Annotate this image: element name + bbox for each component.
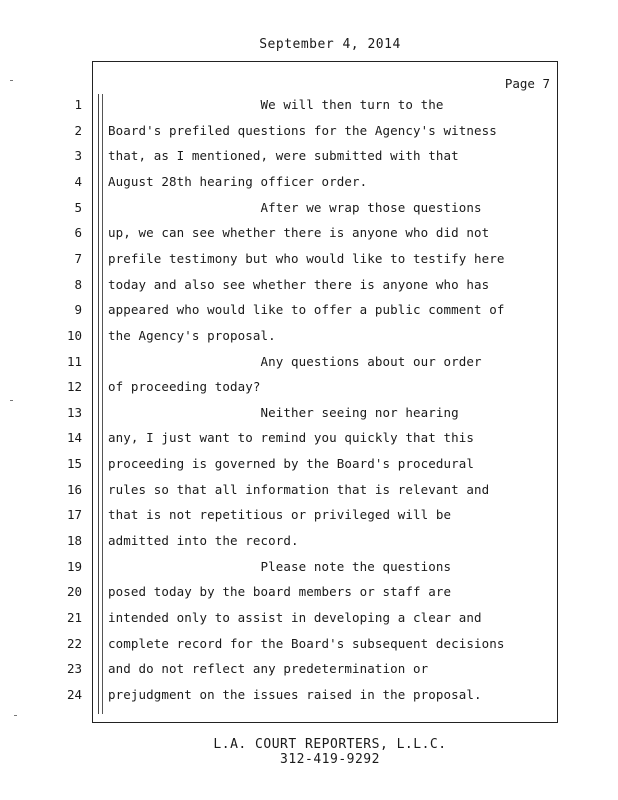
- line-number: 16: [66, 482, 82, 497]
- footer-company: L.A. COURT REPORTERS, L.L.C.: [213, 737, 447, 752]
- transcript-line: posed today by the board members or staff are: [108, 584, 452, 599]
- line-number: 9: [74, 302, 82, 317]
- transcript-line: that is not repetitious or privileged will be: [108, 507, 452, 522]
- line-number: 12: [66, 379, 82, 394]
- line-number: 20: [66, 584, 82, 599]
- line-number: 2: [74, 123, 82, 138]
- line-number: 11: [66, 354, 82, 369]
- transcript-line: any, I just want to remind you quickly that this: [108, 430, 475, 445]
- line-number: 14: [66, 430, 82, 445]
- transcript-line: prejudgment on the issues raised in the proposal.: [108, 687, 482, 702]
- line-number: 22: [66, 636, 82, 651]
- scan-speck: [10, 80, 13, 81]
- footer-phone: 312-419-9292: [280, 752, 380, 767]
- scan-speck: [10, 400, 13, 401]
- margin-rule-inner: [102, 94, 103, 714]
- line-number: 24: [66, 687, 82, 702]
- line-number: 4: [74, 174, 82, 189]
- transcript-line: complete record for the Board's subsequent decisions: [108, 636, 505, 651]
- transcript-line: appeared who would like to offer a public comment of: [108, 302, 505, 317]
- line-number: 23: [66, 661, 82, 676]
- line-number: 10: [66, 328, 82, 343]
- transcript-line: of proceeding today?: [108, 379, 261, 394]
- margin-rule: [98, 94, 99, 714]
- transcript-line: After we wrap those questions: [108, 200, 482, 215]
- line-number: 19: [66, 559, 82, 574]
- transcript-line: proceeding is governed by the Board's procedural: [108, 456, 475, 471]
- page-number-label: Page 7: [504, 76, 550, 91]
- line-number: 21: [66, 610, 82, 625]
- transcript-line: today and also see whether there is anyone who has: [108, 277, 490, 292]
- line-number: 6: [74, 225, 82, 240]
- transcript-line: August 28th hearing officer order.: [108, 174, 368, 189]
- transcript-line: Any questions about our order: [108, 354, 482, 369]
- line-number: 18: [66, 533, 82, 548]
- line-number: 5: [74, 200, 82, 215]
- transcript-line: the Agency's proposal.: [108, 328, 276, 343]
- transcript-line: and do not reflect any predetermination or: [108, 661, 429, 676]
- transcript-line: prefile testimony but who would like to testify here: [108, 251, 505, 266]
- transcript-line: Board's prefiled questions for the Agency's witness: [108, 123, 497, 138]
- line-number: 7: [74, 251, 82, 266]
- transcript-line: Please note the questions: [108, 559, 452, 574]
- header-date: September 4, 2014: [259, 37, 401, 52]
- line-number: 1: [74, 97, 82, 112]
- transcript-line: admitted into the record.: [108, 533, 299, 548]
- line-number: 3: [74, 148, 82, 163]
- transcript-line: that, as I mentioned, were submitted with that: [108, 148, 459, 163]
- transcript-line: intended only to assist in developing a clear and: [108, 610, 482, 625]
- line-number: 8: [74, 277, 82, 292]
- transcript-line: up, we can see whether there is anyone who did not: [108, 225, 490, 240]
- transcript-line: We will then turn to the: [108, 97, 444, 112]
- transcript-line: rules so that all information that is relevant and: [108, 482, 490, 497]
- line-number: 17: [66, 507, 82, 522]
- scan-speck: [14, 715, 17, 716]
- line-number: 15: [66, 456, 82, 471]
- transcript-line: Neither seeing nor hearing: [108, 405, 459, 420]
- line-number: 13: [66, 405, 82, 420]
